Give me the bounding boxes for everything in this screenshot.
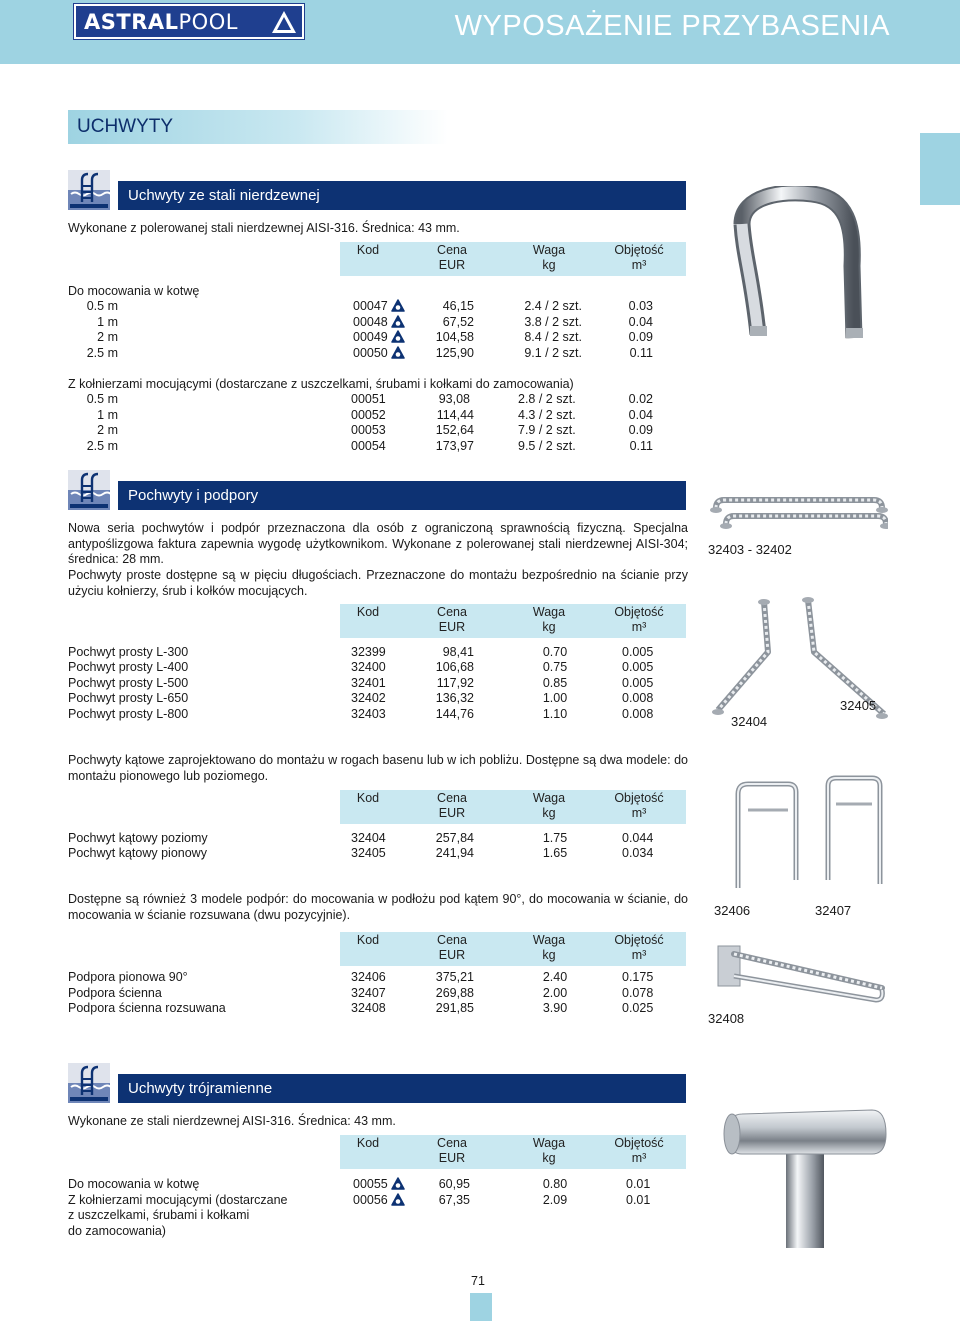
cell-kod: 32401 xyxy=(351,676,386,690)
cell-size: 2.5 m xyxy=(86,439,118,453)
cell-waga: 2.4 / 2 szt. xyxy=(524,299,582,313)
cell-waga: 3.90 xyxy=(542,1001,568,1015)
cell-name-line3: do zamocowania) xyxy=(68,1224,166,1238)
section-title-bar xyxy=(118,181,686,210)
col-header-kod: Kod xyxy=(356,933,380,947)
cell-cena: 117,92 xyxy=(436,676,474,690)
pool-ladder-icon xyxy=(68,170,110,210)
col-header-waga: Waga xyxy=(532,791,566,805)
cell-name: Pochwyt kątowy poziomy xyxy=(68,831,208,845)
cell-objetosc: 0.04 xyxy=(628,408,653,422)
cell-kod: 00050 xyxy=(353,346,405,362)
cell-kod: 32399 xyxy=(351,645,386,659)
col-header-objetosc: Objętość xyxy=(614,933,664,947)
cell-objetosc: 0.034 xyxy=(622,846,654,860)
cell-name: Pochwyt prosty L-800 xyxy=(68,707,189,721)
section-title: Uchwyty ze stali nierdzewnej xyxy=(128,187,320,204)
cell-objetosc: 0.03 xyxy=(628,299,653,313)
cell-waga: 0.80 xyxy=(542,1177,568,1191)
caption-32407: 32407 xyxy=(815,903,852,918)
cell-cena: 98,41 xyxy=(442,645,474,659)
cell-waga: 2.8 / 2 szt. xyxy=(518,392,576,406)
cell-size: 2 m xyxy=(97,423,118,437)
cell-waga: 0.75 xyxy=(542,660,568,674)
cell-name: Pochwyt prosty L-400 xyxy=(68,660,189,674)
page-title xyxy=(68,110,448,144)
col-header-cena: Cena xyxy=(437,1136,467,1150)
cell-objetosc: 0.005 xyxy=(622,676,654,690)
cell-objetosc: 0.04 xyxy=(628,315,653,329)
cell-objetosc: 0.175 xyxy=(622,970,654,984)
cell-name: Pochwyt kątowy pionowy xyxy=(68,846,207,860)
section-description: Nowa seria pochwytów i podpór przeznaczona dla osób z ograniczoną sprawnością fizyczną. Specjalna antypoślizgowa faktura zapewnia wygodę użytkownikom. Wykonane z polerowanej stali nierdzewnej AISI-304; średnica: 28 mm. xyxy=(68,521,688,566)
cell-name-line1: Z kołnierzami mocującymi (dostarczane xyxy=(68,1193,288,1207)
u-handrail-image xyxy=(722,186,872,346)
col-header-objetosc: Objętość xyxy=(614,605,664,619)
cell-cena: 375,21 xyxy=(435,970,474,984)
col-header-cena: Cena xyxy=(437,933,467,947)
caption-32404: 32404 xyxy=(731,714,768,729)
col-header-kg: kg xyxy=(542,1151,556,1165)
cell-name: Pochwyt prosty L-650 xyxy=(68,691,189,705)
cell-kod: 00051 xyxy=(351,392,386,406)
cell-kod: 00048 xyxy=(353,315,405,331)
cell-kod: 00053 xyxy=(351,423,386,437)
cell-kod: 32408 xyxy=(351,1001,386,1015)
cell-kod: 32400 xyxy=(351,660,386,674)
cell-kod: 32402 xyxy=(351,691,386,705)
col-header-waga: Waga xyxy=(532,605,566,619)
col-header-eur: EUR xyxy=(438,948,466,962)
col-header-m3: m³ xyxy=(631,1151,647,1165)
triangle-rounded-icon xyxy=(391,346,405,359)
cell-cena: 106,68 xyxy=(435,660,474,674)
cell-name-line2: z uszczelkami, śrubami i kołkami xyxy=(68,1208,250,1222)
floor-supports-image xyxy=(728,772,888,892)
cell-waga: 1.00 xyxy=(542,691,568,705)
page-number: 71 xyxy=(471,1274,485,1288)
brand-logo xyxy=(74,4,304,39)
cell-cena: 291,85 xyxy=(435,1001,474,1015)
col-header-objetosc: Objętość xyxy=(614,791,664,805)
cell-objetosc: 0.11 xyxy=(629,346,653,360)
caption-32405: 32405 xyxy=(840,698,877,713)
cell-cena: 173,97 xyxy=(435,439,474,453)
angle-description: Pochwyty kątowe zaprojektowano do montażu w rogach basenu lub w ich pobliżu. Dostępne są dwa modele: do montażu pionowego lub poziomego. xyxy=(68,753,688,783)
cell-cena: 46,15 xyxy=(442,299,474,313)
col-header-objetosc: Objętość xyxy=(614,243,664,257)
col-header-kod: Kod xyxy=(356,605,380,619)
cell-objetosc: 0.01 xyxy=(626,1177,651,1191)
cell-kod: 32403 xyxy=(351,707,386,721)
cell-waga: 2.09 xyxy=(542,1193,568,1207)
triangle-rounded-icon xyxy=(391,315,405,328)
cell-waga: 2.00 xyxy=(542,986,568,1000)
col-header-cena: Cena xyxy=(437,243,467,257)
cell-cena: 125,90 xyxy=(435,346,474,360)
section-header-trojramienne xyxy=(68,1074,686,1103)
col-header-cena: Cena xyxy=(437,605,467,619)
logo-text-main: ASTRAL xyxy=(84,9,179,34)
col-header-kg: kg xyxy=(542,948,556,962)
logo-triangle-icon xyxy=(270,9,298,35)
cell-cena: 60,95 xyxy=(438,1177,470,1191)
cell-kod: 00052 xyxy=(351,408,386,422)
straight-description: Pochwyty proste dostępne są w pięciu długościach. Przeznaczone do montażu bezpośrednio na ścianie przy użyciu kołnierzy, śrub i kołków mocujących. xyxy=(68,568,688,598)
cell-objetosc: 0.008 xyxy=(622,691,654,705)
section-title-bar xyxy=(118,481,686,510)
cell-kod: 00056 xyxy=(353,1193,405,1209)
section-title: Pochwyty i podpory xyxy=(128,487,259,504)
cell-kod: 00047 xyxy=(353,299,405,315)
cell-objetosc: 0.025 xyxy=(622,1001,654,1015)
col-header-kg: kg xyxy=(542,258,556,272)
cell-size: 0.5 m xyxy=(86,392,118,406)
col-header-eur: EUR xyxy=(438,1151,466,1165)
cell-cena: 144,76 xyxy=(435,707,474,721)
straight-grab-bars-image xyxy=(708,494,888,530)
col-header-m3: m³ xyxy=(631,620,647,634)
col-header-m3: m³ xyxy=(631,948,647,962)
cell-name: Pochwyt prosty L-300 xyxy=(68,645,189,659)
cell-kod: 32407 xyxy=(351,986,386,1000)
cell-cena: 136,32 xyxy=(435,691,474,705)
cell-cena: 104,58 xyxy=(435,330,474,344)
cell-cena: 67,52 xyxy=(442,315,474,329)
cell-size: 1 m xyxy=(97,408,118,422)
col-header-kg: kg xyxy=(542,806,556,820)
cell-name: Podpora pionowa 90° xyxy=(68,970,188,984)
cell-kod: 00054 xyxy=(351,439,386,453)
cell-kod: 32406 xyxy=(351,970,386,984)
cell-kod: 32405 xyxy=(351,846,386,860)
group-label: Do mocowania w kotwę xyxy=(68,284,200,298)
section-description: Wykonane ze stali nierdzewnej AISI-316. Średnica: 43 mm. xyxy=(68,1114,396,1128)
side-tab-marker xyxy=(920,133,960,205)
cell-waga: 7.9 / 2 szt. xyxy=(518,423,576,437)
cell-cena: 114,44 xyxy=(436,408,474,422)
cell-name: Do mocowania w kotwę xyxy=(68,1177,200,1191)
col-header-waga: Waga xyxy=(532,933,566,947)
cell-name: Pochwyt prosty L-500 xyxy=(68,676,189,690)
section-header-uchwyty xyxy=(68,181,686,210)
page-title-text: UCHWYTY xyxy=(77,116,174,137)
cell-objetosc: 0.09 xyxy=(628,330,653,344)
cell-waga: 8.4 / 2 szt. xyxy=(524,330,582,344)
cell-waga: 4.3 / 2 szt. xyxy=(518,408,576,422)
cell-cena: 93,08 xyxy=(438,392,470,406)
group-label: Z kołnierzami mocującymi (dostarczane z uszczelkami, śrubami i kołkami do zamocowania) xyxy=(68,377,574,391)
cell-waga: 1.10 xyxy=(542,707,568,721)
cell-objetosc: 0.01 xyxy=(626,1193,651,1207)
caption-32406: 32406 xyxy=(714,903,751,918)
section-title-bar xyxy=(118,1074,686,1103)
cell-kod: 00055 xyxy=(353,1177,405,1193)
caption-32408: 32408 xyxy=(708,1011,745,1026)
cell-size: 1 m xyxy=(97,315,118,329)
col-header-m3: m³ xyxy=(631,806,647,820)
folding-support-image xyxy=(712,936,888,1016)
cell-objetosc: 0.008 xyxy=(622,707,654,721)
cell-waga: 1.75 xyxy=(542,831,568,845)
col-header-waga: Waga xyxy=(532,243,566,257)
cell-cena: 257,84 xyxy=(435,831,474,845)
triangle-rounded-icon xyxy=(391,1193,405,1206)
cell-objetosc: 0.005 xyxy=(622,645,654,659)
cell-kod: 00049 xyxy=(353,330,405,346)
col-header-kod: Kod xyxy=(356,791,380,805)
cell-waga: 0.70 xyxy=(542,645,568,659)
cell-objetosc: 0.09 xyxy=(628,423,653,437)
col-header-eur: EUR xyxy=(438,806,466,820)
cell-objetosc: 0.11 xyxy=(629,439,653,453)
cell-objetosc: 0.02 xyxy=(628,392,653,406)
cell-name: Podpora ścienna rozsuwana xyxy=(68,1001,226,1015)
triangle-rounded-icon xyxy=(391,330,405,343)
section-title: Uchwyty trójramienne xyxy=(128,1080,273,1097)
col-header-eur: EUR xyxy=(438,258,466,272)
page-heading: WYPOSAŻENIE PRZYBASENIA xyxy=(454,10,890,42)
col-header-objetosc: Objętość xyxy=(614,1136,664,1150)
col-header-eur: EUR xyxy=(438,620,466,634)
cell-waga: 9.5 / 2 szt. xyxy=(518,439,576,453)
col-header-cena: Cena xyxy=(437,791,467,805)
triangle-rounded-icon xyxy=(391,299,405,312)
col-header-kod: Kod xyxy=(356,243,380,257)
support-description: Dostępne są również 3 modele podpór: do mocowania w podłożu pod kątem 90°, do mocowania w ścianie, do mocowania w ścianie rozsuwana (dwu pozycyjnie). xyxy=(68,892,688,922)
section-description: Wykonane z polerowanej stali nierdzewnej AISI-316. Średnica: 43 mm. xyxy=(68,221,460,235)
t-handle-image xyxy=(722,1092,890,1252)
triangle-rounded-icon xyxy=(391,1177,405,1190)
cell-kod: 32404 xyxy=(351,831,386,845)
cell-cena: 152,64 xyxy=(435,423,474,437)
cell-cena: 241,94 xyxy=(435,846,474,860)
col-header-kg: kg xyxy=(542,620,556,634)
cell-name: Podpora ścienna xyxy=(68,986,162,1000)
cell-waga: 3.8 / 2 szt. xyxy=(524,315,582,329)
cell-waga: 1.65 xyxy=(542,846,568,860)
cell-cena: 269,88 xyxy=(435,986,474,1000)
cell-size: 2.5 m xyxy=(86,346,118,360)
cell-objetosc: 0.078 xyxy=(622,986,654,1000)
section-header-pochwyty xyxy=(68,481,686,510)
pool-ladder-icon xyxy=(68,470,110,510)
cell-waga: 2.40 xyxy=(542,970,568,984)
cell-size: 0.5 m xyxy=(86,299,118,313)
cell-cena: 67,35 xyxy=(438,1193,470,1207)
pool-ladder-icon xyxy=(68,1063,110,1103)
cell-waga: 9.1 / 2 szt. xyxy=(524,346,582,360)
col-header-waga: Waga xyxy=(532,1136,566,1150)
caption-32403-32402: 32403 - 32402 xyxy=(708,542,792,557)
cell-size: 2 m xyxy=(97,330,118,344)
col-header-kod: Kod xyxy=(356,1136,380,1150)
logo-text-light: POOL xyxy=(178,9,238,34)
cell-objetosc: 0.005 xyxy=(622,660,654,674)
col-header-m3: m³ xyxy=(631,258,647,272)
footer-tab xyxy=(470,1293,492,1321)
cell-objetosc: 0.044 xyxy=(622,831,654,845)
cell-waga: 0.85 xyxy=(542,676,568,690)
